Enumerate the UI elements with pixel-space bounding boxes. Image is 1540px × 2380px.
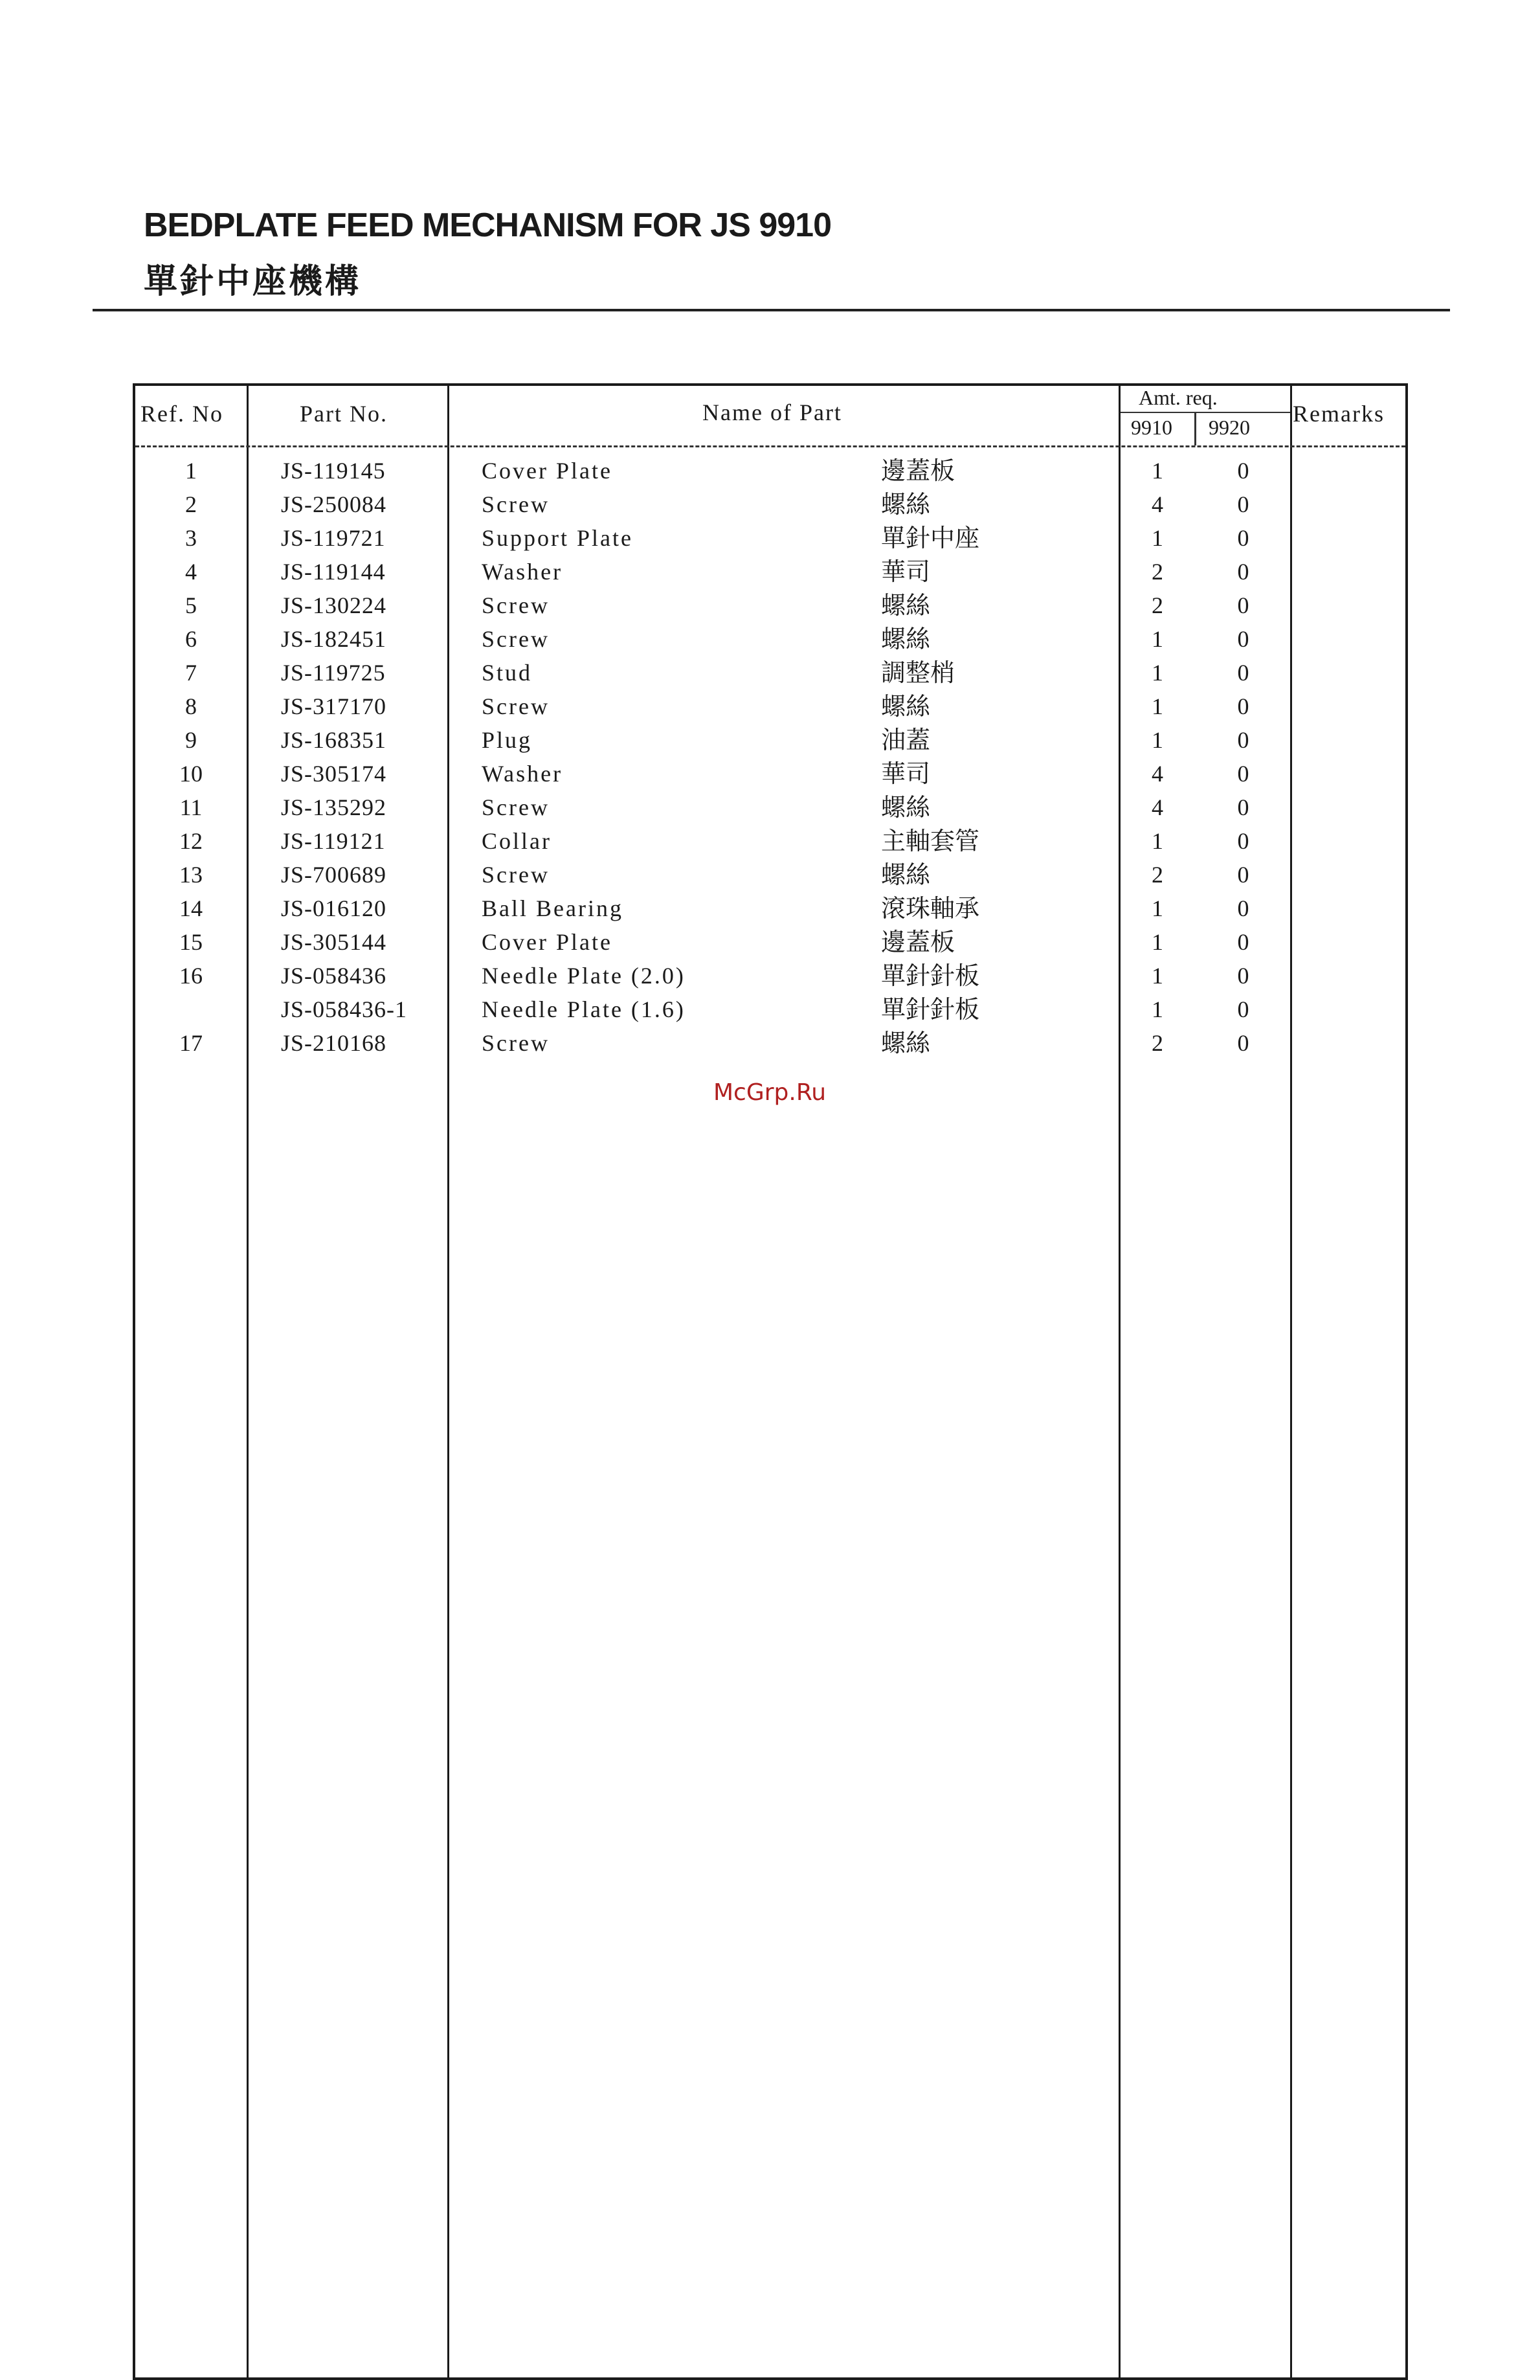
part-name-cell: Collar — [482, 828, 552, 854]
table-row — [135, 488, 1405, 521]
part-no-cell: JS-305144 — [281, 929, 387, 955]
table-row — [135, 993, 1405, 1026]
amount-9920-cell: 0 — [1237, 963, 1249, 989]
amount-9920-cell: 0 — [1237, 1030, 1249, 1056]
amount-9910-cell: 1 — [1152, 660, 1163, 686]
table-row — [135, 959, 1405, 993]
amount-9920-cell: 0 — [1237, 559, 1249, 585]
amount-9920-cell: 0 — [1237, 794, 1249, 820]
part-no-cell: JS-058436 — [281, 963, 387, 989]
part-name-chinese-cell: 調整梢 — [881, 658, 955, 687]
table-row — [135, 1026, 1405, 1060]
amount-9920-cell: 0 — [1237, 895, 1249, 921]
amount-column-divider — [1194, 412, 1196, 445]
amount-9920-cell: 0 — [1237, 862, 1249, 888]
part-name-chinese-cell: 螺絲 — [881, 591, 931, 620]
amount-9910-cell: 4 — [1152, 794, 1163, 820]
part-name-cell: Cover Plate — [482, 929, 612, 955]
part-name-chinese-cell: 螺絲 — [881, 625, 931, 653]
part-no-cell: JS-119144 — [281, 559, 386, 585]
part-name-chinese-cell: 螺絲 — [881, 490, 931, 519]
part-name-cell: Screw — [482, 862, 550, 888]
part-name-cell: Screw — [482, 592, 550, 618]
part-name-cell: Stud — [482, 660, 533, 686]
part-name-chinese-cell: 主軸套管 — [881, 827, 980, 855]
part-no-cell: JS-182451 — [281, 626, 387, 652]
header-name-of-part: Name of Part — [702, 399, 842, 425]
ref-no-cell: 15 — [179, 929, 203, 955]
ref-no-cell: 10 — [179, 761, 203, 787]
part-name-chinese-cell: 螺絲 — [881, 692, 931, 721]
amount-9910-cell: 1 — [1152, 727, 1163, 753]
part-name-cell: Support Plate — [482, 525, 633, 551]
part-name-chinese-cell: 螺絲 — [881, 1029, 931, 1057]
amount-9910-cell: 1 — [1152, 525, 1163, 551]
table-row — [135, 521, 1405, 555]
part-no-cell: JS-168351 — [281, 727, 387, 753]
table-row — [135, 791, 1405, 824]
amount-9910-cell: 2 — [1152, 559, 1163, 585]
amount-9920-cell: 0 — [1237, 525, 1249, 551]
amount-9920-cell: 0 — [1237, 458, 1249, 484]
amount-9920-cell: 0 — [1237, 828, 1249, 854]
ref-no-cell: 14 — [179, 895, 203, 921]
part-name-cell: Washer — [482, 761, 563, 787]
part-name-cell: Screw — [482, 693, 550, 719]
part-name-cell: Needle Plate (1.6) — [482, 996, 686, 1022]
ref-no-cell: 7 — [185, 660, 197, 686]
part-no-cell: JS-016120 — [281, 895, 387, 921]
amount-9920-cell: 0 — [1237, 660, 1249, 686]
amount-9910-cell: 1 — [1152, 828, 1163, 854]
title-rule — [93, 309, 1450, 311]
amount-9920-cell: 0 — [1237, 491, 1249, 517]
amount-9920-cell: 0 — [1237, 996, 1249, 1022]
part-name-chinese-cell: 油蓋 — [881, 726, 931, 754]
table-row — [135, 723, 1405, 757]
table-row — [135, 622, 1405, 656]
part-no-cell: JS-130224 — [281, 592, 387, 618]
ref-no-cell: 5 — [185, 592, 197, 618]
amount-9910-cell: 1 — [1152, 963, 1163, 989]
amount-9920-cell: 0 — [1237, 693, 1249, 719]
amount-9910-cell: 1 — [1152, 895, 1163, 921]
ref-no-cell: 8 — [185, 693, 197, 719]
part-name-cell: Screw — [482, 1030, 550, 1056]
amount-9910-cell: 1 — [1152, 929, 1163, 955]
header-separator — [135, 445, 1405, 447]
amount-9920-cell: 0 — [1237, 761, 1249, 787]
amount-9920-cell: 0 — [1237, 727, 1249, 753]
amount-9910-cell: 1 — [1152, 996, 1163, 1022]
amount-9920-cell: 0 — [1237, 626, 1249, 652]
part-name-cell: Screw — [482, 794, 550, 820]
amount-9910-cell: 1 — [1152, 626, 1163, 652]
watermark: McGrp.Ru — [713, 1079, 827, 1106]
part-no-cell: JS-700689 — [281, 862, 387, 888]
ref-no-cell: 3 — [185, 525, 197, 551]
header-part-no: Part No. — [300, 401, 388, 427]
table-row — [135, 858, 1405, 892]
ref-no-cell: 4 — [185, 559, 197, 585]
part-name-chinese-cell: 邊蓋板 — [881, 456, 955, 485]
part-name-chinese-cell: 邊蓋板 — [881, 928, 955, 956]
table-row — [135, 892, 1405, 925]
parts-table — [133, 383, 1408, 2380]
table-row — [135, 454, 1405, 488]
part-name-cell: Washer — [482, 559, 563, 585]
table-body — [135, 454, 1405, 1060]
table-row — [135, 824, 1405, 858]
header-ref-no: Ref. No — [140, 401, 223, 427]
ref-no-cell: 9 — [185, 727, 197, 753]
ref-no-cell: 17 — [179, 1030, 203, 1056]
header-amount-9910: 9910 — [1131, 416, 1172, 439]
part-no-cell: JS-058436-1 — [281, 996, 408, 1022]
part-no-cell: JS-119145 — [281, 458, 386, 484]
amount-9910-cell: 4 — [1152, 491, 1163, 517]
part-no-cell: JS-119721 — [281, 525, 386, 551]
part-no-cell: JS-210168 — [281, 1030, 387, 1056]
part-name-chinese-cell: 華司 — [881, 759, 931, 788]
part-name-chinese-cell: 華司 — [881, 557, 931, 586]
ref-no-cell: 6 — [185, 626, 197, 652]
part-name-cell: Screw — [482, 491, 550, 517]
part-name-cell: Needle Plate (2.0) — [482, 963, 686, 989]
table-row — [135, 589, 1405, 622]
header-amount-required: Amt. req. — [1139, 386, 1218, 409]
table-row — [135, 555, 1405, 589]
amount-9910-cell: 2 — [1152, 1030, 1163, 1056]
part-name-chinese-cell: 螺絲 — [881, 860, 931, 889]
part-name-chinese-cell: 單針中座 — [881, 524, 980, 552]
part-no-cell: JS-305174 — [281, 761, 387, 787]
ref-no-cell: 1 — [185, 458, 197, 484]
ref-no-cell: 16 — [179, 963, 203, 989]
part-no-cell: JS-119121 — [281, 828, 386, 854]
part-no-cell: JS-135292 — [281, 794, 387, 820]
ref-no-cell: 13 — [179, 862, 203, 888]
table-row — [135, 690, 1405, 723]
part-no-cell: JS-119725 — [281, 660, 386, 686]
amount-9910-cell: 1 — [1152, 693, 1163, 719]
page-title-chinese: 單針中座機構 — [144, 262, 362, 301]
ref-no-cell: 2 — [185, 491, 197, 517]
part-name-chinese-cell: 滾珠軸承 — [881, 894, 980, 923]
page-title: BEDPLATE FEED MECHANISM FOR JS 9910 — [144, 207, 832, 244]
ref-no-cell: 11 — [179, 794, 203, 820]
part-name-cell: Screw — [482, 626, 550, 652]
part-name-chinese-cell: 單針針板 — [881, 995, 980, 1024]
table-row — [135, 757, 1405, 791]
part-name-cell: Cover Plate — [482, 458, 612, 484]
amount-9910-cell: 4 — [1152, 761, 1163, 787]
amount-9920-cell: 0 — [1237, 929, 1249, 955]
amount-9910-cell: 2 — [1152, 862, 1163, 888]
part-no-cell: JS-250084 — [281, 491, 387, 517]
header-amount-9920: 9920 — [1209, 416, 1250, 439]
part-name-cell: Plug — [482, 727, 533, 753]
amount-header-rule — [1121, 412, 1290, 413]
header-remarks: Remarks — [1293, 401, 1385, 427]
part-name-chinese-cell: 單針針板 — [881, 961, 980, 990]
part-name-cell: Ball Bearing — [482, 895, 623, 921]
amount-9920-cell: 0 — [1237, 592, 1249, 618]
table-row — [135, 656, 1405, 690]
amount-9910-cell: 2 — [1152, 592, 1163, 618]
ref-no-cell: 12 — [179, 828, 203, 854]
table-row — [135, 925, 1405, 959]
part-no-cell: JS-317170 — [281, 693, 387, 719]
amount-9910-cell: 1 — [1152, 458, 1163, 484]
part-name-chinese-cell: 螺絲 — [881, 793, 931, 822]
